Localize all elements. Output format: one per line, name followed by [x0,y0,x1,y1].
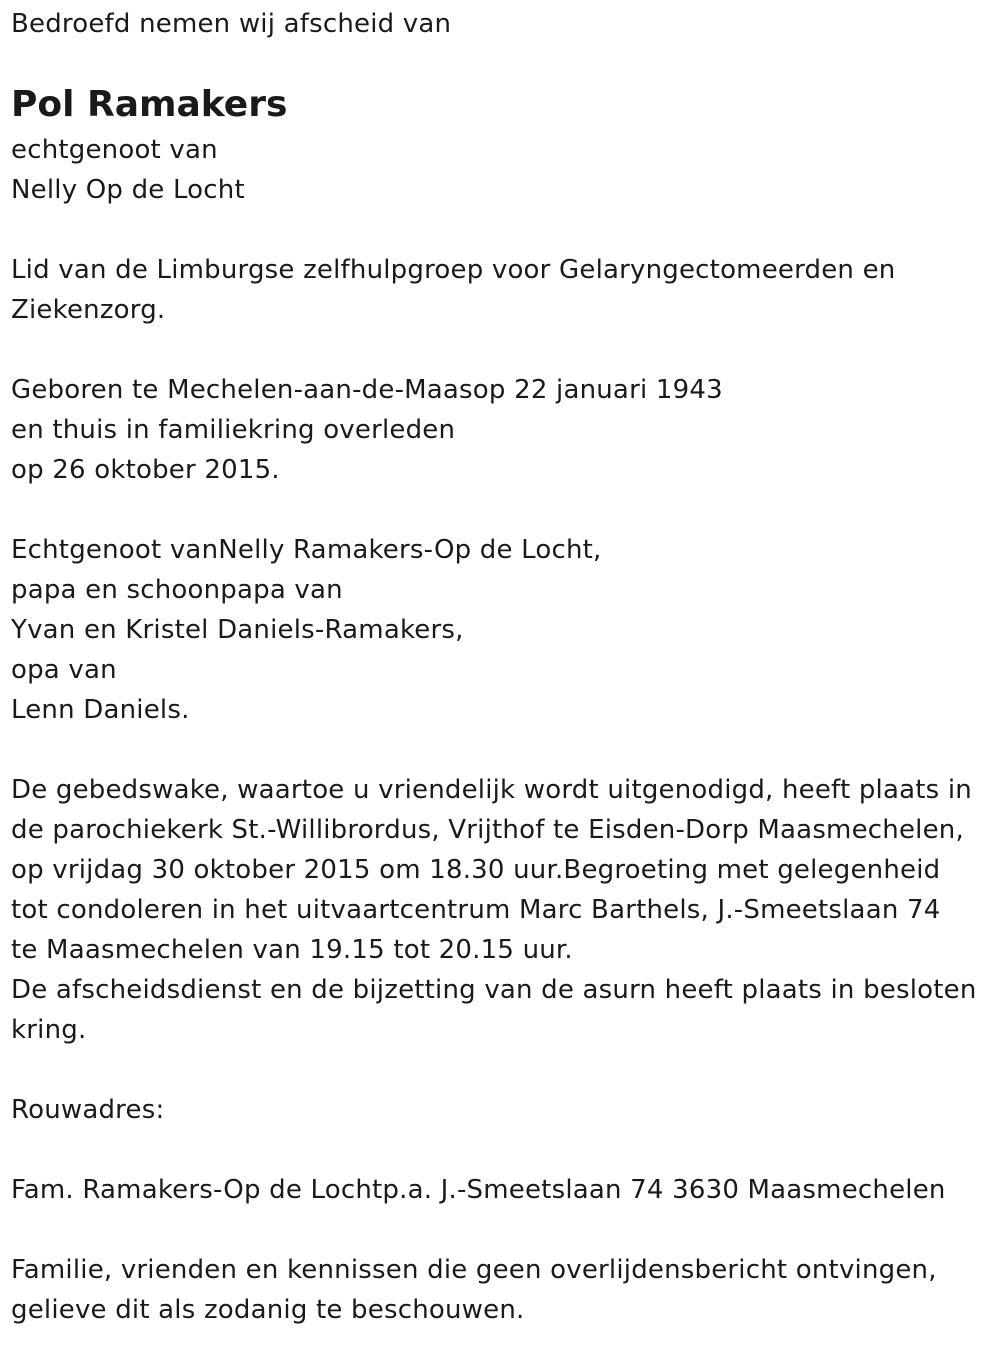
birth-death-line: Geboren te Mechelen-aan-de-Maasop 22 januari 1943 [11,375,723,405]
spouse-line: echtgenoot van [11,135,218,165]
spacer [11,1050,991,1090]
family-line: Yvan en Kristel Daniels-Ramakers, [11,615,464,645]
family-line: Echtgenoot vanNelly Ramakers-Op de Locht, [11,535,602,565]
spouse-line: Nelly Op de Locht [11,175,245,205]
address-line: Fam. Ramakers-Op de Lochtp.a. J.-Smeetslaan 74 3630 Maasmechelen [11,1175,946,1205]
family-line: opa van [11,655,117,685]
ceremony-line: De afscheidsdienst en de bijzetting van de asurn heeft plaats in besloten [11,975,977,1005]
ceremony-line: te Maasmechelen van 19.15 tot 20.15 uur. [11,935,573,965]
birth-death-line: en thuis in familiekring overleden [11,415,456,445]
birth-death-line: op 26 oktober 2015. [11,455,280,485]
deceased-name: Pol Ramakers [11,84,288,125]
ceremony-line: de parochiekerk St.-Willibrordus, Vrijthof te Eisden-Dorp Maasmechelen, [11,815,964,845]
spacer [11,330,991,370]
spacer [11,1130,991,1170]
spacer [11,490,991,530]
ceremony-line: kring. [11,1015,87,1045]
obituary-notice [11,0,991,1330]
spacer [11,210,991,250]
closing-line: gelieve dit als zodanig te beschouwen. [11,1295,525,1325]
closing-line: Familie, vrienden en kennissen die geen overlijdensbericht ontvingen, [11,1255,937,1285]
ceremony-line: op vrijdag 30 oktober 2015 om 18.30 uur.Begroeting met gelegenheid [11,855,941,885]
address-label: Rouwadres: [11,1095,165,1125]
ceremony-line: tot condoleren in het uitvaartcentrum Marc Barthels, J.-Smeetslaan 74 [11,895,941,925]
spacer [11,730,991,770]
membership-line: Lid van de Limburgse zelfhulpgroep voor Gelaryngectomeerden en [11,255,896,285]
spacer [11,1210,991,1250]
intro-text: Bedroefd nemen wij afscheid van [11,9,452,39]
ceremony-line: De gebedswake, waartoe u vriendelijk wordt uitgenodigd, heeft plaats in [11,775,972,805]
family-line: Lenn Daniels. [11,695,190,725]
family-line: papa en schoonpapa van [11,575,343,605]
membership-line: Ziekenzorg. [11,295,166,325]
